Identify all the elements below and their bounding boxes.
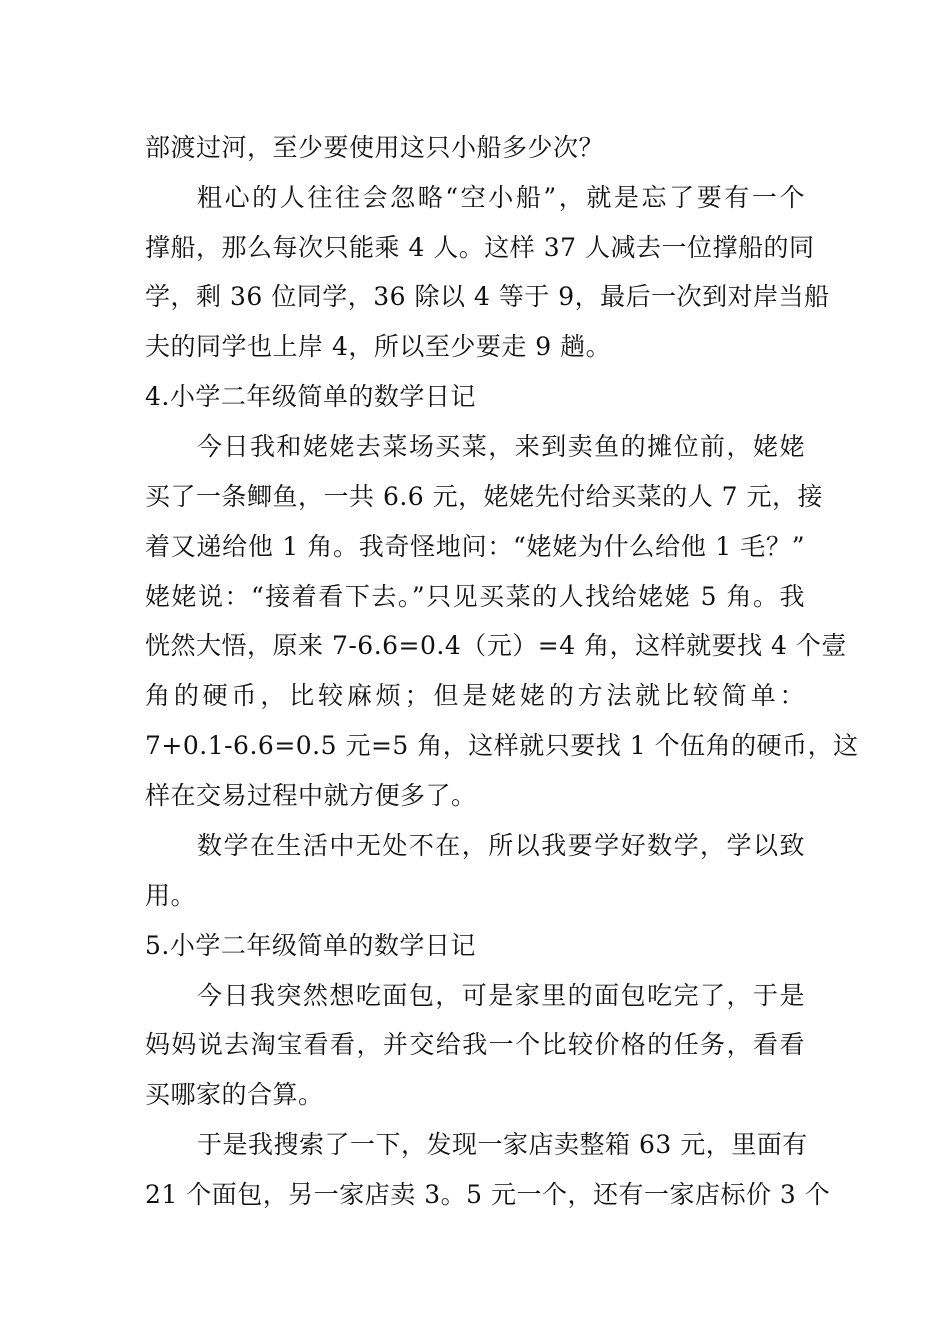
text-line: 粗心的人往往会忽略“空小船”，就是忘了要有一个 [197, 183, 805, 212]
text-line: 夫的同学也上岸 4，所以至少要走 9 趟。 [145, 332, 612, 361]
section-heading: 4.小学二年级简单的数学日记 [145, 382, 476, 411]
text-line: 学，剩 36 位同学，36 除以 4 等于 9，最后一次到对岸当船 [145, 282, 830, 311]
text-line: 今日我突然想吃面包，可是家里的面包吃完了，于是 [197, 981, 805, 1010]
text-line: 21 个面包，另一家店卖 3。5 元一个，还有一家店标价 3 个 [145, 1180, 831, 1209]
text-line: 样在交易过程中就方便多了。 [145, 781, 477, 810]
text-line: 恍然大悟，原来 7-6.6=0.4（元）=4 角，这样就要找 4 个壹 [145, 631, 847, 660]
text-line: 妈妈说去淘宝看看，并交给我一个比较价格的任务，看看 [145, 1030, 805, 1059]
text-line: 姥姥说：“接着看下去。”只见买菜的人找给姥姥 5 角。我 [145, 582, 805, 611]
text-line: 于是我搜索了一下，发现一家店卖整箱 63 元，里面有 [197, 1130, 808, 1159]
text-line: 用。 [145, 881, 197, 910]
text-line: 数学在生活中无处不在，所以我要学好数学，学以致 [197, 831, 805, 860]
text-line: 着又递给他 1 角。我奇怪地问：“姥姥为什么给他 1 毛？” [145, 532, 805, 561]
text-line: 今日我和姥姥去菜场买菜，来到卖鱼的摊位前，姥姥 [197, 432, 805, 461]
text-line: 撑船，那么每次只能乘 4 人。这样 37 人减去一位撑船的同 [145, 233, 815, 262]
text-line: 买哪家的合算。 [145, 1080, 324, 1109]
text-line: 买了一条鲫鱼，一共 6.6 元，姥姥先付给买菜的人 7 元，接 [145, 482, 823, 511]
text-line: 7+0.1-6.6=0.5 元=5 角，这样就只要找 1 个伍角的硬币，这 [145, 731, 859, 760]
text-line: 部渡过河，至少要使用这只小船多少次？ [145, 133, 605, 162]
section-heading: 5.小学二年级简单的数学日记 [145, 931, 476, 960]
text-line: 角的硬币，比较麻烦；但是姥姥的方法就比较简单： [145, 681, 805, 710]
